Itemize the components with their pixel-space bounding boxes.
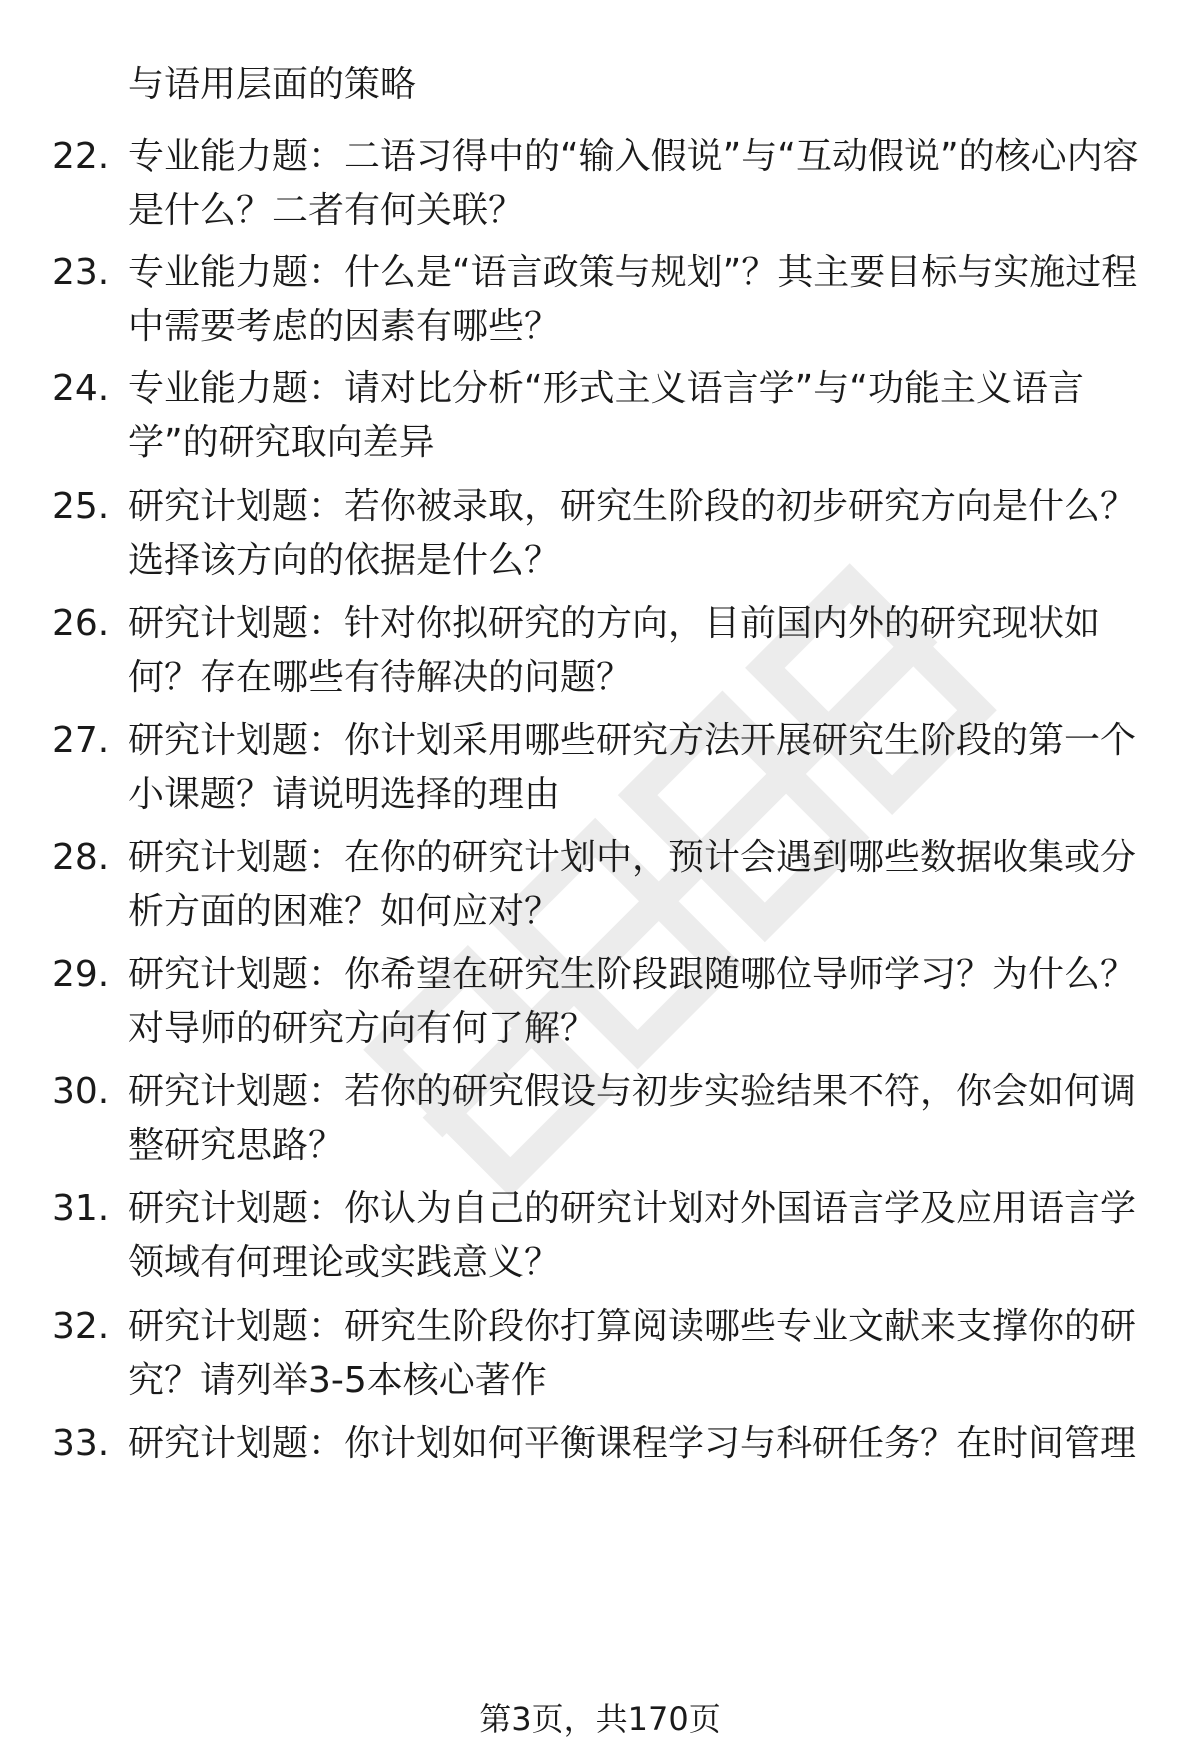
question-item: [0, 1300, 1200, 1410]
question-item: [0, 714, 1200, 824]
question-number: 26.: [52, 603, 110, 644]
question-item: [0, 1065, 1200, 1175]
question-number: 28.: [52, 837, 110, 878]
question-text: 研究计划题：你计划采用哪些研究方法开展研究生阶段的第一个小课题？请说明选择的理由: [128, 720, 1137, 815]
question-item: [0, 246, 1200, 356]
question-item: [0, 1182, 1200, 1292]
question-text: 专业能力题：什么是“语言政策与规划”？其主要目标与实施过程中需要考虑的因素有哪些？: [128, 252, 1138, 347]
question-number: 32.: [52, 1306, 110, 1347]
question-text: 研究计划题：你希望在研究生阶段跟随哪位导师学习？为什么？对导师的研究方向有何了解？: [128, 954, 1137, 1049]
question-item: [0, 480, 1200, 590]
question-text: 研究计划题：研究生阶段你打算阅读哪些专业文献来支撑你的研究？请列举3-5本核心著作: [128, 1306, 1137, 1401]
question-item: [0, 597, 1200, 707]
question-text: 研究计划题：若你的研究假设与初步实验结果不符，你会如何调整研究思路？: [128, 1071, 1137, 1166]
question-number: 33.: [52, 1423, 110, 1464]
question-text: 研究计划题：你认为自己的研究计划对外国语言学及应用语言学领域有何理论或实践意义？: [128, 1188, 1137, 1283]
question-number: 31.: [52, 1188, 110, 1229]
question-text: 专业能力题：请对比分析“形式主义语言学”与“功能主义语言学”的研究取向差异: [128, 368, 1084, 463]
question-text: 研究计划题：针对你拟研究的方向，目前国内外的研究现状如何？存在哪些有待解决的问题？: [128, 603, 1101, 698]
question-text: 研究计划题：你计划如何平衡课程学习与科研任务？在时间管理: [128, 1423, 1137, 1464]
question-text: 研究计划题：在你的研究计划中，预计会遇到哪些数据收集或分析方面的困难？如何应对？: [128, 837, 1137, 932]
question-item: [0, 1417, 1200, 1473]
question-number: 24.: [52, 368, 110, 409]
page-footer: 第3页，共170页: [479, 1700, 721, 1738]
question-number: 30.: [52, 1071, 110, 1112]
question-text: 研究计划题：若你被录取，研究生阶段的初步研究方向是什么？选择该方向的依据是什么？: [128, 486, 1137, 581]
question-number: 23.: [52, 252, 110, 293]
question-item: [0, 362, 1200, 472]
question-item: [0, 948, 1200, 1058]
question-number: 22.: [52, 136, 110, 177]
question-number: 25.: [52, 486, 110, 527]
continuation-text: 与语用层面的策略: [128, 64, 417, 105]
question-number: 29.: [52, 954, 110, 995]
question-text: 专业能力题：二语习得中的“输入假说”与“互动假说”的核心内容是什么？二者有何关联？: [128, 136, 1139, 231]
question-item: [0, 831, 1200, 941]
question-item: [0, 130, 1200, 240]
question-number: 27.: [52, 720, 110, 761]
